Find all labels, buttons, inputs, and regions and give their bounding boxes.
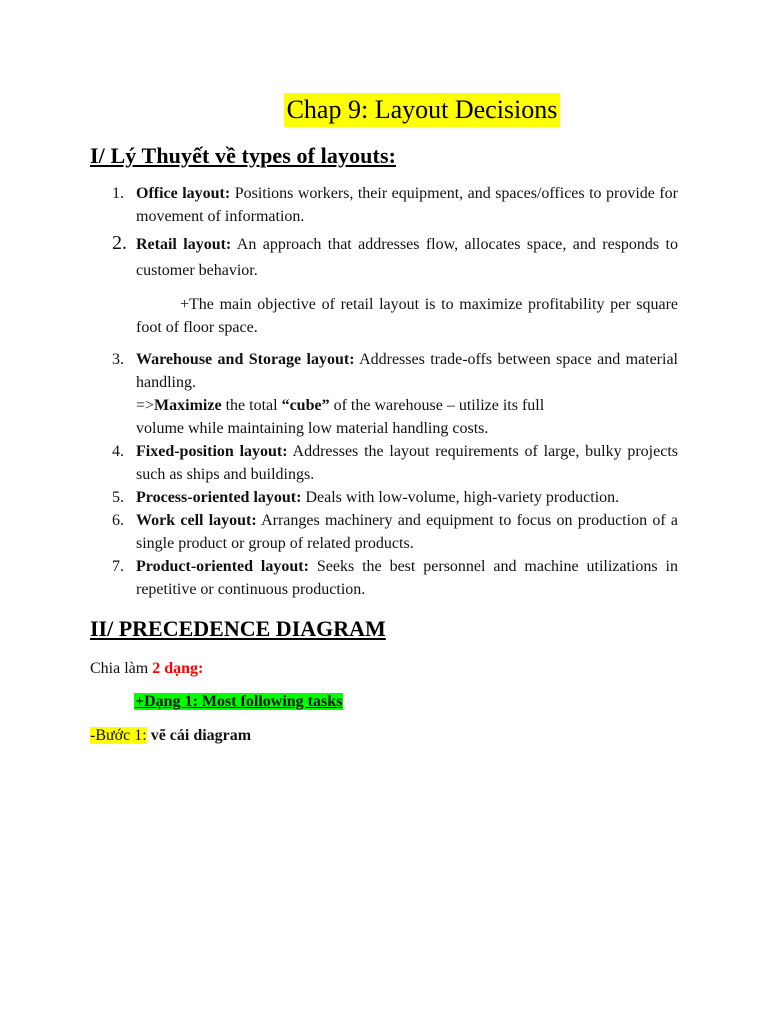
layout-types-list [90,182,678,601]
list-number: 5. [112,489,124,506]
item-desc: Addresses trade-offs between space and material handling. [136,351,679,391]
item-term: Office layout: [136,185,231,202]
title-container [0,93,768,127]
step-label: -Bước 1: [90,727,147,744]
step1-line [90,725,251,747]
section2-heading: II/ PRECEDENCE DIAGRAM [90,616,386,641]
list-item [90,509,678,555]
arrow-text: => [136,397,155,414]
list-item [90,555,678,601]
list-number: 1. [112,185,124,202]
section1-heading: I/ Lý Thuyết về types of layouts: [90,143,397,168]
note-text: of the warehouse – utilize its full volume while maintaining low material handling costs. [136,397,545,437]
step-text: vẽ cái diagram [146,727,252,744]
item-term: Fixed-position layout: [136,443,288,460]
list-number: 3. [112,351,124,368]
list-number: 4. [112,443,124,460]
item-desc: Deals with low-volume, high-variety production. [305,489,620,506]
list-item [90,486,678,509]
item-term: Work cell layout: [136,512,257,529]
list-number: 2. [112,232,127,254]
document-title: Chap 9: Layout Decisions [284,93,561,127]
list-item [90,182,678,228]
cube-text: “cube” [281,397,330,414]
type1-label: +Dạng 1: Most following tasks [135,693,343,710]
note-text: the total [221,397,282,414]
intro-highlight: 2 dạng: [152,660,204,677]
type1-line [134,691,343,713]
item-desc: Positions workers, their equipment, and spaces/offices to provide for movement of information. [136,185,679,225]
warehouse-note [90,394,678,440]
item-desc: Seeks the best personnel and machine utilizations in repetitive or continuous production. [136,558,678,598]
item-term: Retail layout: [136,236,232,253]
item-term: Warehouse and Storage layout: [136,351,355,368]
list-item [90,440,678,486]
list-number: 6. [112,512,124,529]
item-desc: Addresses the layout requirements of large, bulky projects such as ships and buildings. [136,443,679,483]
item-desc: Arranges machinery and equipment to focus on production of a single product or group of related products. [136,512,678,552]
maximize-text: Maximize [154,397,222,414]
list-number: 7. [112,558,124,575]
list-item [90,348,678,394]
item-desc: An approach that addresses flow, allocates space, and responds to customer behavior. [136,236,678,279]
intro-line [90,658,203,680]
retail-note: +The main objective of retail layout is to maximize profitability per square foot of floor space. [136,296,678,336]
list-item [90,232,678,284]
item-term: Product-oriented layout: [136,558,309,575]
intro-prefix: Chia làm [90,660,153,677]
item-term: Process-oriented layout: [136,489,302,506]
